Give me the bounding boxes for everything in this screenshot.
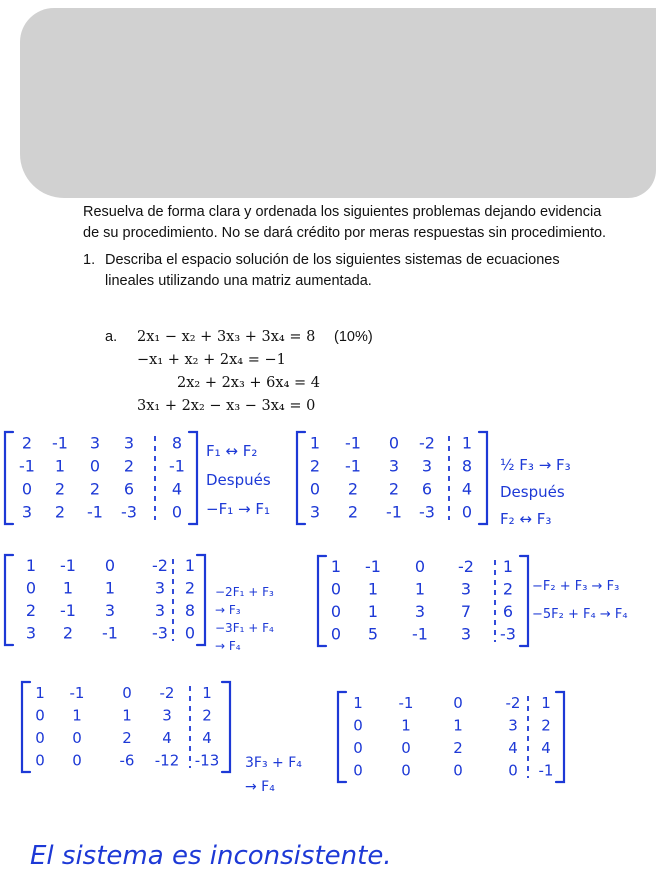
- matrix-cell: 0: [401, 739, 411, 758]
- matrix-cell: 0: [353, 739, 363, 758]
- matrix-cell: 0: [453, 761, 463, 780]
- matrix-cell: 2: [54, 479, 66, 499]
- matrix-cell: 1: [35, 684, 45, 703]
- matrix-cell: 1: [309, 433, 321, 453]
- matrix-right-bracket: [479, 432, 487, 524]
- operation-line: −3F₁ + F₄: [215, 621, 274, 635]
- matrix-cell: 3: [25, 623, 37, 643]
- matrix-cell: 1: [122, 706, 132, 725]
- matrix-cell: 6: [123, 479, 135, 499]
- matrix-m2: [297, 432, 487, 524]
- matrix-cell: 8: [171, 433, 183, 453]
- matrix-cell: 0: [25, 578, 37, 598]
- operation-line: 3F₃ + F₄: [245, 755, 302, 771]
- operation-line: −2F₁ + F₃: [215, 585, 274, 599]
- matrix-cell: 2: [347, 479, 359, 499]
- matrix-cell: -1: [102, 623, 118, 643]
- matrix-cell: 4: [461, 479, 473, 499]
- matrix-cell: 2: [541, 716, 551, 735]
- matrix-cell: -1: [19, 456, 35, 476]
- matrix-m1: [5, 432, 197, 524]
- matrix-cell: 1: [25, 556, 37, 576]
- matrix-cell: 7: [460, 602, 472, 622]
- operation-line: → F₄: [245, 779, 275, 795]
- matrix-cell: 2: [388, 479, 400, 499]
- matrix-right-bracket: [189, 432, 197, 524]
- operation-line: Después: [206, 471, 271, 489]
- matrix-cell: 4: [202, 729, 212, 748]
- matrix-cell: -1: [345, 433, 361, 453]
- matrix-cell: 1: [414, 579, 426, 599]
- matrix-cell: 0: [330, 579, 342, 599]
- matrix-cell: -3: [152, 623, 168, 643]
- operation-line: −5F₂ + F₄ → F₄: [532, 607, 628, 622]
- operation-line: −F₂ + F₃ → F₃: [532, 579, 620, 594]
- matrix-cell: -1: [538, 761, 554, 780]
- matrix-cell: 3: [460, 624, 472, 644]
- matrix-cell: 3: [460, 579, 472, 599]
- matrix-cell: 3: [309, 502, 321, 522]
- matrix-cell: -3: [121, 502, 137, 522]
- matrix-left-bracket: [338, 692, 346, 782]
- matrix-cell: 0: [184, 623, 196, 643]
- matrix-cell: 0: [89, 456, 101, 476]
- matrix-cell: 1: [453, 716, 463, 735]
- matrix-cell: -2: [458, 557, 474, 577]
- matrix-cell: 3: [154, 578, 166, 598]
- conclusion-text: El sistema es inconsistente.: [30, 841, 392, 871]
- matrix-cell: 0: [35, 706, 45, 725]
- equation-1: 2x₁ − x₂ + 3x₃ + 3x₄ = 8: [137, 329, 316, 345]
- question-line-1: Describa el espacio solución de los siguientes sistemas de ecuaciones: [105, 252, 560, 268]
- matrix-right-bracket: [520, 556, 528, 646]
- operation-line: −F₁ → F₁: [206, 500, 270, 518]
- operation-line: Después: [500, 483, 565, 501]
- matrix-cell: -2: [159, 684, 175, 703]
- matrix-cell: 1: [353, 694, 363, 713]
- matrix-cell: 2: [453, 739, 463, 758]
- matrix-left-bracket: [5, 555, 13, 645]
- matrix-cell: 0: [414, 557, 426, 577]
- matrix-cell: 2: [309, 456, 321, 476]
- matrix-cell: -3: [500, 624, 516, 644]
- matrix-cell: 1: [330, 557, 342, 577]
- matrix-cell: 1: [461, 433, 473, 453]
- matrix-cell: -1: [169, 456, 185, 476]
- matrix-cell: 1: [367, 579, 379, 599]
- matrix-cell: 6: [502, 602, 514, 622]
- matrix-cell: 2: [25, 601, 37, 621]
- matrix-cell: 2: [123, 456, 135, 476]
- equation-3: 2x₂ + 2x₃ + 6x₄ = 4: [177, 375, 320, 391]
- matrix-cell: 1: [367, 602, 379, 622]
- matrix-cell: 3: [421, 456, 433, 476]
- row-operation-op3: [215, 585, 274, 653]
- matrix-cell: 3: [508, 716, 518, 735]
- matrix-cell: 2: [54, 502, 66, 522]
- question-number: 1.: [83, 252, 96, 268]
- matrix-cell: 3: [89, 433, 101, 453]
- row-operation-op5: [245, 755, 302, 795]
- matrix-cell: 3: [123, 433, 135, 453]
- matrix-cell: 0: [171, 502, 183, 522]
- matrix-cell: -1: [60, 556, 76, 576]
- matrix-right-bracket: [556, 692, 564, 782]
- matrix-cell: 2: [62, 623, 74, 643]
- matrix-cell: 2: [202, 706, 212, 725]
- matrix-cell: -12: [154, 751, 180, 770]
- matrix-cell: 1: [401, 716, 411, 735]
- matrix-cell: 2: [502, 579, 514, 599]
- matrix-cell: -1: [398, 694, 414, 713]
- row-operation-op1: [206, 442, 271, 518]
- matrix-cell: 0: [72, 729, 82, 748]
- matrix-cell: 3: [21, 502, 33, 522]
- matrix-cell: -2: [505, 694, 521, 713]
- operation-line: F₁ ↔ F₂: [206, 442, 258, 460]
- row-operation-op4: [532, 579, 628, 622]
- matrix-cell: 0: [72, 751, 82, 770]
- matrix-cell: -1: [365, 557, 381, 577]
- instructions-line-2: de su procedimiento. No se dará crédito por meras respuestas sin procedimiento.: [83, 224, 607, 241]
- equation-4: 3x₁ + 2x₂ − x₃ − 3x₄ = 0: [137, 398, 316, 414]
- matrix-cell: 3: [104, 601, 116, 621]
- matrix-cell: 3: [388, 456, 400, 476]
- row-operation-op2: [500, 456, 571, 528]
- matrix-m6: [338, 692, 564, 782]
- matrix-cell: 1: [541, 694, 551, 713]
- equation-2: −x₁ + x₂ + 2x₄ = −1: [137, 352, 286, 368]
- matrix-cell: 0: [309, 479, 321, 499]
- matrix-cell: -1: [60, 601, 76, 621]
- matrix-cell: 0: [104, 556, 116, 576]
- matrix-cell: 1: [202, 684, 212, 703]
- operation-line: → F₃: [215, 603, 241, 617]
- matrix-cell: 8: [184, 601, 196, 621]
- matrix-cell: 8: [461, 456, 473, 476]
- part-weight: (10%): [334, 329, 373, 345]
- matrix-cell: 3: [154, 601, 166, 621]
- matrix-cell: 2: [122, 729, 132, 748]
- matrix-cell: 1: [104, 578, 116, 598]
- matrix-cell: 0: [461, 502, 473, 522]
- matrix-cell: -13: [194, 751, 220, 770]
- matrix-cell: 4: [162, 729, 172, 748]
- operation-line: F₂ ↔ F₃: [500, 510, 552, 528]
- matrix-left-bracket: [297, 432, 305, 524]
- matrix-cell: 0: [508, 761, 518, 780]
- matrix-cell: -1: [52, 433, 68, 453]
- matrix-cell: 0: [388, 433, 400, 453]
- matrix-cell: 0: [330, 602, 342, 622]
- question-line-2: lineales utilizando una matriz aumentada.: [105, 272, 372, 289]
- matrix-cell: 1: [72, 706, 82, 725]
- matrix-cell: 0: [401, 761, 411, 780]
- matrix-cell: 2: [347, 502, 359, 522]
- matrix-cell: 4: [541, 739, 551, 758]
- matrix-left-bracket: [22, 682, 30, 772]
- instructions-line-1: Resuelva de forma clara y ordenada los siguientes problemas dejando evidencia: [83, 204, 602, 220]
- matrix-cell: -1: [87, 502, 103, 522]
- matrix-m3: [5, 555, 205, 645]
- matrix-cell: 0: [330, 624, 342, 644]
- part-label: a.: [105, 329, 118, 345]
- matrix-cell: 1: [502, 557, 514, 577]
- matrix-cell: 3: [414, 602, 426, 622]
- matrix-left-bracket: [5, 432, 13, 524]
- matrix-cell: 1: [62, 578, 74, 598]
- matrix-cell: 4: [171, 479, 183, 499]
- matrix-left-bracket: [318, 556, 326, 646]
- matrix-cell: 5: [367, 624, 379, 644]
- matrix-cell: 3: [162, 706, 172, 725]
- matrix-cell: 2: [89, 479, 101, 499]
- matrix-right-bracket: [197, 555, 205, 645]
- matrix-cell: 0: [353, 716, 363, 735]
- matrix-cell: 2: [184, 578, 196, 598]
- handwritten-matrices: [5, 432, 564, 782]
- matrix-m5: [22, 682, 230, 772]
- operation-line: ½ F₃ → F₃: [500, 456, 571, 474]
- matrix-cell: -1: [345, 456, 361, 476]
- matrix-cell: -2: [152, 556, 168, 576]
- matrix-cell: -6: [119, 751, 135, 770]
- operation-line: → F₄: [215, 639, 241, 653]
- matrix-cell: 0: [35, 729, 45, 748]
- matrix-cell: 4: [508, 739, 518, 758]
- matrix-cell: 0: [122, 684, 132, 703]
- matrix-cell: -1: [412, 624, 428, 644]
- matrix-cell: 1: [54, 456, 66, 476]
- matrix-cell: 0: [353, 761, 363, 780]
- matrix-cell: 2: [21, 433, 33, 453]
- matrix-cell: -1: [69, 684, 85, 703]
- matrix-cell: 6: [421, 479, 433, 499]
- matrix-m4: [318, 556, 528, 646]
- matrix-cell: 0: [35, 751, 45, 770]
- matrix-cell: -2: [419, 433, 435, 453]
- matrix-cell: 0: [453, 694, 463, 713]
- matrix-right-bracket: [222, 682, 230, 772]
- matrix-cell: 0: [21, 479, 33, 499]
- matrix-cell: -3: [419, 502, 435, 522]
- matrix-cell: 1: [184, 556, 196, 576]
- matrix-cell: -1: [386, 502, 402, 522]
